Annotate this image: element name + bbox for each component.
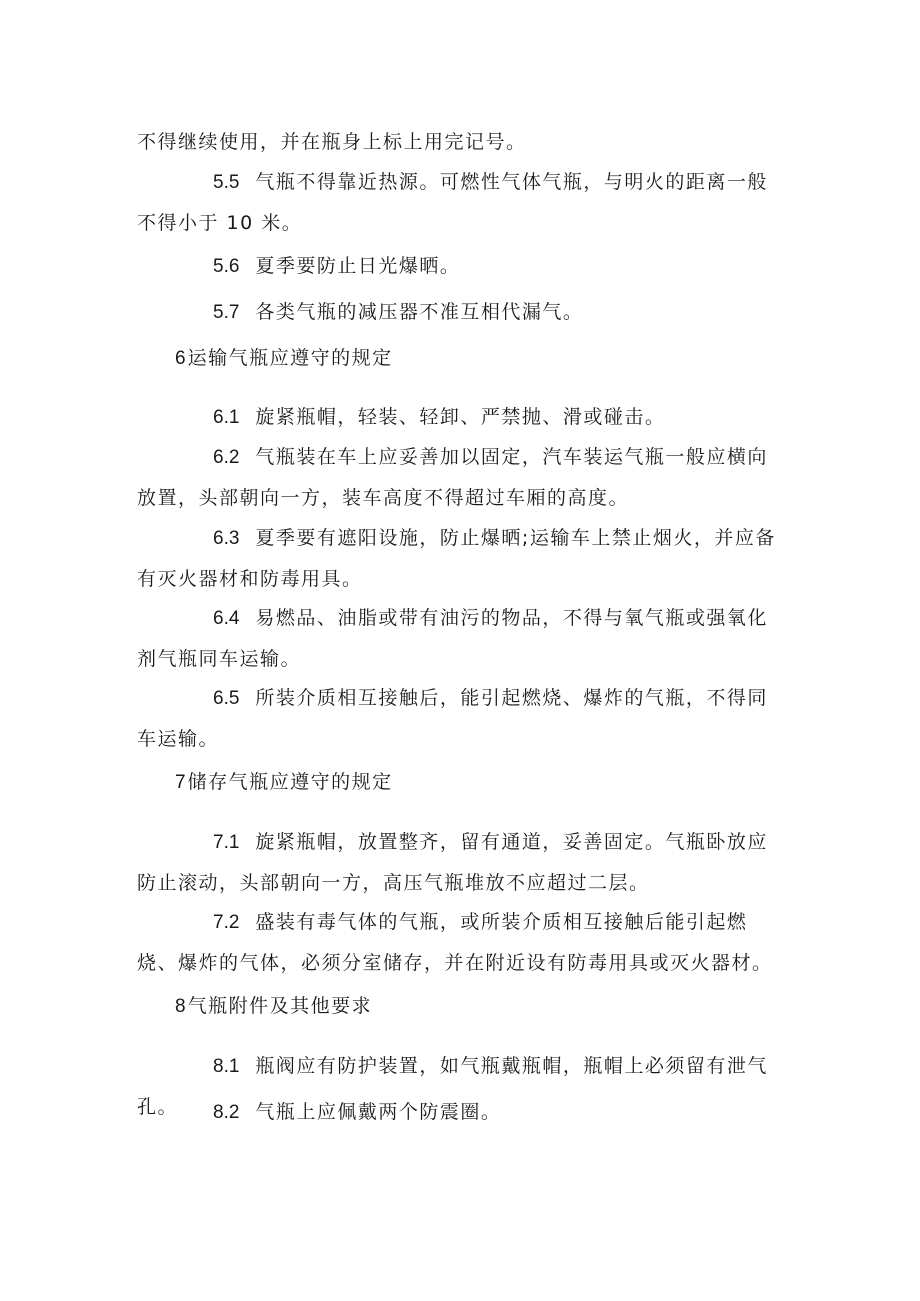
clause-text: 旋紧瓶帽，轻装、轻卸、严禁抛、滑或碰击。	[255, 406, 666, 428]
clause-number: 8.2	[213, 1102, 240, 1123]
clause-number: 6.2	[213, 447, 240, 468]
clause-number: 8.1	[213, 1056, 240, 1077]
clause-text: 瓶阀应有防护装置，如气瓶戴瓶帽，瓶帽上必须留有泄气孔。	[137, 1055, 768, 1118]
clause-number: 6.3	[213, 528, 240, 549]
clause-6-5	[137, 678, 777, 759]
clause-text: 各类气瓶的减压器不准互相代漏气。	[255, 301, 584, 323]
section-heading-6	[137, 338, 777, 379]
clause-number: 6.5	[213, 688, 240, 709]
clause-text: 气瓶不得靠近热源。可燃性气体气瓶，与明火的距离一般不得小于 10 米。	[137, 171, 768, 234]
clause-5-7	[137, 292, 777, 333]
section-number: 7	[175, 772, 186, 793]
clause-6-4	[137, 598, 777, 679]
paragraph-continuation	[137, 122, 777, 162]
clause-text: 所装介质相互接触后，能引起燃烧、爆炸的气瓶，不得同车运输。	[137, 687, 768, 750]
paragraph-text: 不得继续使用，并在瓶身上标上用完记号。	[137, 131, 527, 153]
section-heading-8	[137, 986, 777, 1027]
clause-text: 夏季要防止日光爆晒。	[255, 255, 461, 277]
clause-number: 5.7	[213, 302, 240, 323]
clause-7-2	[137, 902, 777, 983]
clause-6-1	[137, 397, 777, 438]
clause-6-2	[137, 437, 777, 518]
section-title: 储存气瓶应遵守的规定	[187, 771, 393, 793]
clause-text: 气瓶上应佩戴两个防震圈。	[255, 1101, 502, 1123]
clause-number: 5.6	[213, 256, 240, 277]
clause-text: 夏季要有遮阳设施，防止爆晒;运输车上禁止烟火，并应备有灭火器材和防毒用具。	[137, 527, 776, 590]
clause-5-6	[137, 246, 777, 287]
section-number: 8	[175, 996, 186, 1017]
section-number: 6	[175, 348, 186, 369]
clause-number: 6.4	[213, 608, 240, 629]
clause-7-1	[137, 822, 777, 903]
section-title: 气瓶附件及其他要求	[187, 995, 373, 1017]
clause-8-2	[137, 1092, 777, 1133]
clause-5-5	[137, 162, 777, 243]
section-heading-7	[137, 762, 777, 803]
clause-number: 7.1	[213, 832, 240, 853]
clause-text: 盛装有毒气体的气瓶，或所装介质相互接触后能引起燃烧、爆炸的气体，必须分室储存，并在附近设有防毒用具或灭火器材。	[137, 911, 773, 974]
clause-text: 旋紧瓶帽，放置整齐，留有通道，妥善固定。气瓶卧放应防止滚动，头部朝向一方，高压气瓶堆放不应超过二层。	[137, 831, 768, 894]
section-title: 运输气瓶应遵守的规定	[187, 347, 393, 369]
clause-text: 气瓶装在车上应妥善加以固定，汽车装运气瓶一般应横向放置，头部朝向一方，装车高度不得超过车厢的高度。	[137, 446, 768, 509]
clause-number: 5.5	[213, 172, 240, 193]
clause-text: 易燃品、油脂或带有油污的物品，不得与氧气瓶或强氧化剂气瓶同车运输。	[137, 607, 768, 670]
clause-number: 6.1	[213, 407, 240, 428]
clause-number: 7.2	[213, 912, 240, 933]
clause-6-3	[137, 518, 777, 599]
